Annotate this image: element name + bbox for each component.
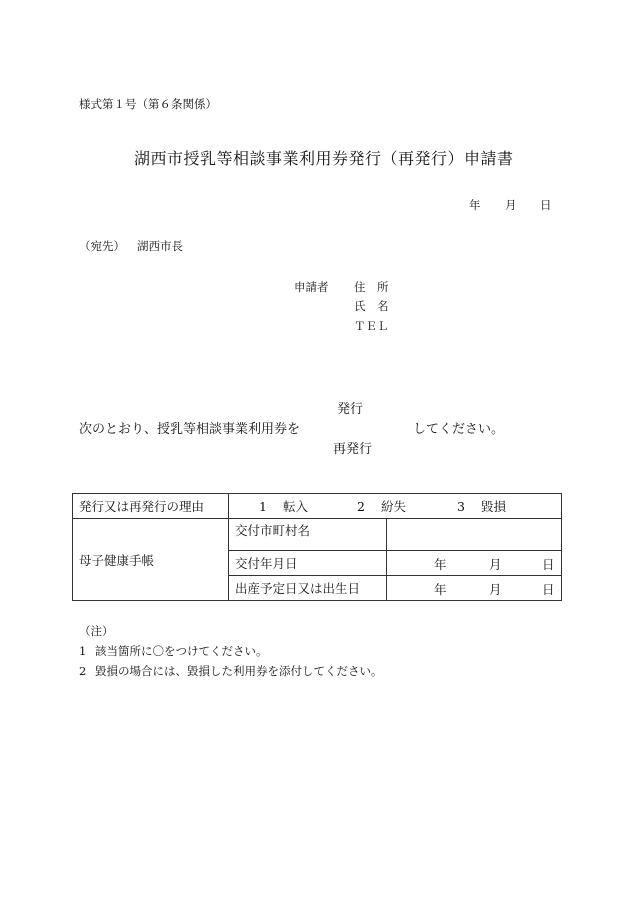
due-date-day: 日: [542, 582, 555, 597]
reason-option-1-num: 1: [259, 499, 267, 514]
reason-options: [229, 494, 562, 519]
reason-table: [72, 493, 562, 601]
note-1-text: 該当箇所に〇をつけてください。: [95, 644, 268, 658]
request-text-before: 次のとおり、授乳等相談事業利用券を: [79, 422, 301, 437]
date-day-label: 日: [540, 198, 552, 212]
addressee: [79, 238, 183, 254]
reason-option-3-num: 3: [457, 499, 465, 514]
issuer-row: [73, 519, 562, 551]
due-date-month: 月: [489, 582, 502, 597]
issue-date-value[interactable]: [387, 551, 562, 576]
issue-date-label: 交付年月日: [229, 551, 387, 576]
note-item: [79, 663, 383, 679]
addressee-name: 湖西市長: [137, 239, 183, 253]
issuer-value[interactable]: [387, 519, 562, 551]
issue-date-day: 日: [542, 557, 555, 572]
option-issue: 発行: [337, 402, 364, 417]
notes-heading: （注）: [79, 624, 114, 638]
address-label: 住 所: [354, 280, 389, 294]
date-month-label: 月: [505, 198, 517, 212]
tel-label: ＴＥＬ: [354, 319, 389, 333]
due-date-value[interactable]: [387, 576, 562, 601]
reason-option-2-label: 紛失: [381, 499, 407, 514]
reason-option-3-label: 毀損: [481, 499, 507, 514]
page-title: 湖西市授乳等相談事業利用券発行（再発行）申請書: [134, 149, 514, 168]
form-number: 様式第１号（第６条関係）: [79, 97, 217, 111]
issue-date-year: 年: [434, 557, 447, 572]
option-reissue: 再発行: [333, 442, 373, 457]
reason-header: 発行又は再発行の理由: [73, 494, 229, 519]
reason-option-2-num: 2: [357, 499, 365, 514]
due-date-label: 出産予定日又は出生日: [229, 576, 387, 601]
note-2-num: 2: [79, 664, 87, 678]
note-1-num: 1: [79, 644, 87, 658]
handbook-label: 母子健康手帳: [73, 519, 229, 601]
issue-date-month: 月: [489, 557, 502, 572]
note-2-text: 毀損の場合には、毀損した利用券を添付してください。: [95, 664, 383, 678]
note-item: [79, 643, 268, 659]
request-text-after: してください。: [413, 422, 505, 437]
addressee-prefix: （宛先）: [79, 239, 125, 253]
due-date-year: 年: [434, 582, 447, 597]
reason-row: [73, 494, 562, 519]
applicant-label: 申請者: [294, 280, 329, 294]
reason-option-1-label: 転入: [283, 499, 309, 514]
name-label: 氏 名: [354, 299, 389, 313]
date-year-label: 年: [469, 198, 481, 212]
issuer-label: 交付市町村名: [229, 519, 387, 551]
